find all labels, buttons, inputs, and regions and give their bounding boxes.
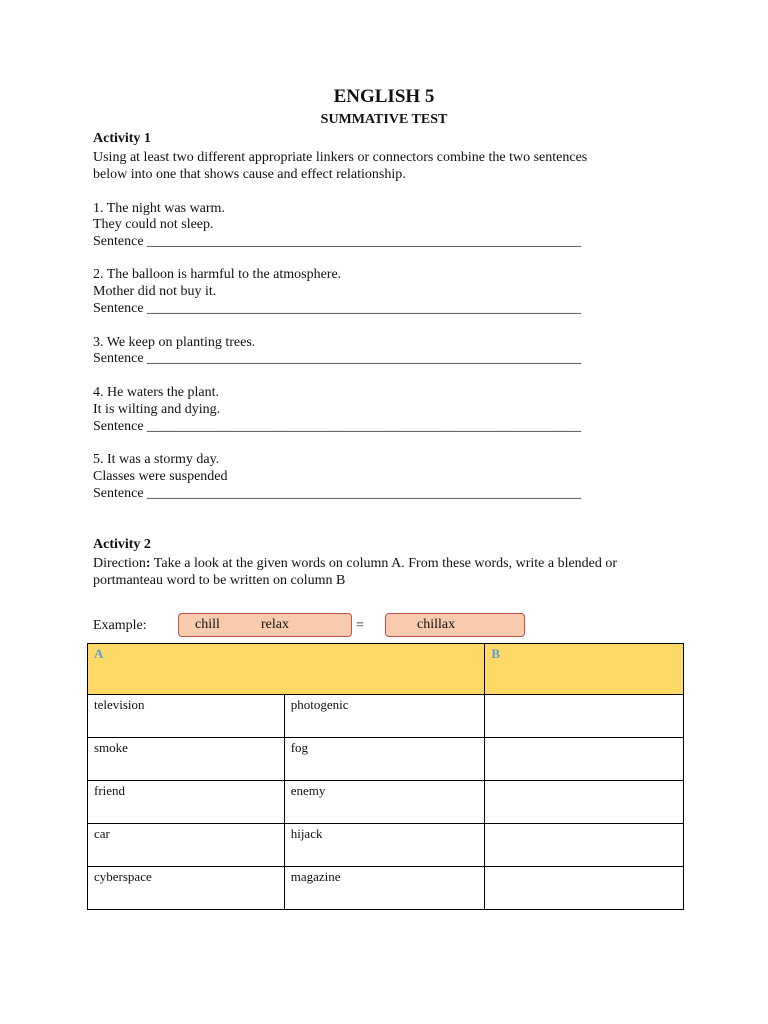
table-row: [88, 867, 684, 910]
answer-cell[interactable]: [485, 738, 684, 781]
item5-line1: 5. It was a stormy day.: [93, 452, 220, 467]
column-a-header: A: [88, 644, 485, 695]
item4-line2: It is wilting and dying.: [93, 402, 221, 417]
example-word2: relax: [261, 617, 289, 632]
item1-line1: 1. The night was warm.: [93, 201, 225, 216]
word2-cell: photogenic: [284, 695, 485, 738]
item3-line1: 3. We keep on planting trees.: [93, 335, 256, 350]
item4-sentence[interactable]: [93, 418, 581, 435]
table-row: [88, 695, 684, 738]
word2-cell: hijack: [284, 824, 485, 867]
answer-cell[interactable]: [485, 867, 684, 910]
activity2-direction-line1: [93, 555, 617, 572]
example-result: chillax: [417, 617, 456, 632]
answer-blank: ______________________________________________________________: [143, 486, 582, 501]
activity2-direction-line2: portmanteau word to be written on column B: [93, 573, 346, 588]
column-b-header: B: [485, 644, 684, 695]
table-row: [88, 781, 684, 824]
sentence-label: Sentence: [93, 419, 144, 434]
page-title: ENGLISH 5: [333, 86, 435, 107]
item5-sentence[interactable]: [93, 485, 581, 502]
item2-line1: 2. The balloon is harmful to the atmosphere.: [93, 267, 342, 282]
table-row: [88, 738, 684, 781]
direction-label: Direction: [93, 556, 146, 571]
word1-cell: smoke: [88, 738, 285, 781]
direction-colon: :: [145, 556, 151, 571]
answer-blank: ______________________________________________________________: [143, 351, 582, 366]
word2-cell: magazine: [284, 867, 485, 910]
answer-blank: ______________________________________________________________: [143, 419, 582, 434]
example-word1: chill: [195, 617, 220, 632]
example-result-box: [385, 613, 525, 637]
equals-sign: =: [356, 618, 364, 633]
item5-line2: Classes were suspended: [93, 469, 228, 484]
page-subtitle: SUMMATIVE TEST: [320, 112, 448, 127]
item1-sentence[interactable]: [93, 233, 581, 250]
item3-sentence[interactable]: [93, 350, 581, 367]
item1-line2: They could not sleep.: [93, 217, 214, 232]
activity1-instruction-line1: Using at least two different appropriate linkers or connectors combine the two sentences: [93, 150, 588, 165]
word1-cell: friend: [88, 781, 285, 824]
sentence-label: Sentence: [93, 301, 144, 316]
activity1-instruction-line2: below into one that shows cause and effect relationship.: [93, 167, 406, 182]
word1-cell: car: [88, 824, 285, 867]
sentence-label: Sentence: [93, 234, 144, 249]
answer-blank: ______________________________________________________________: [143, 301, 582, 316]
blend-table: [87, 643, 684, 910]
item4-line1: 4. He waters the plant.: [93, 385, 219, 400]
word2-cell: enemy: [284, 781, 485, 824]
table-row: [88, 824, 684, 867]
example-words-box: [178, 613, 352, 637]
activity2-heading: Activity 2: [93, 537, 151, 552]
direction-text: Take a look at the given words on column A. From these words, write a blended or: [150, 556, 618, 571]
word1-cell: cyberspace: [88, 867, 285, 910]
word2-cell: fog: [284, 738, 485, 781]
answer-blank: ______________________________________________________________: [143, 234, 582, 249]
answer-cell[interactable]: [485, 695, 684, 738]
answer-cell[interactable]: [485, 781, 684, 824]
item2-line2: Mother did not buy it.: [93, 284, 217, 299]
example-label: Example:: [93, 618, 147, 633]
activity1-heading: Activity 1: [93, 131, 151, 146]
table-header-row: [88, 644, 684, 695]
word1-cell: television: [88, 695, 285, 738]
answer-cell[interactable]: [485, 824, 684, 867]
item2-sentence[interactable]: [93, 300, 581, 317]
sentence-label: Sentence: [93, 351, 144, 366]
sentence-label: Sentence: [93, 486, 144, 501]
